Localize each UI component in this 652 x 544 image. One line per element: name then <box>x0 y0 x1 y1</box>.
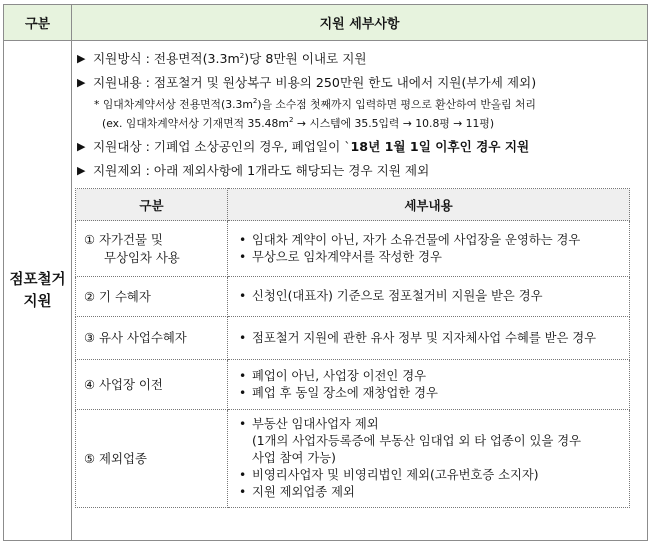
list-item: • 부동산 임대사업자 제외 (1개의 사업자등록증에 부동산 임대업 외 타 업종이 있을 경우 사업 참여 가능) <box>238 416 623 467</box>
exclusion-table <box>75 188 630 508</box>
list-item: • 신청인(대표자) 기준으로 점포철거비 지원을 받은 경우 <box>238 288 623 305</box>
table-row <box>76 410 630 508</box>
exclusion-category: ④ 사업장 이전 <box>76 360 228 410</box>
support-content: ▶ 지원내용 : 점포철거 및 원상복구 비용의 250만원 한도 내에서 지원(부가세 제외) <box>72 71 647 95</box>
list-item: • 점포철거 지원에 관한 유사 정부 및 지자체사업 수혜를 받은 경우 <box>238 330 623 347</box>
table-row <box>76 360 630 410</box>
exclusion-details <box>228 221 630 277</box>
table-row <box>76 317 630 360</box>
exclusion-details <box>228 410 630 508</box>
exclusion-details <box>228 360 630 410</box>
table-row <box>76 277 630 317</box>
note-area-conversion: * 임대차계약서상 전용면적$(3.3m^2)$을 소수점 첫째까지 입력하면 평으로 환산하여 반올림 처리 <box>94 97 536 111</box>
arrow-icon: ▶ <box>77 140 86 153</box>
support-target: ▶ 지원대상 : 기폐업 소상공인의 경우, 폐업일이 `18년 1월 1일 이후인 경우 지원 <box>72 135 647 159</box>
list-item: • 비영리사업자 및 비영리법인 제외(고유번호증 소지자) <box>238 467 623 484</box>
exclusion-details <box>228 317 630 360</box>
exclusion-details <box>228 277 630 317</box>
list-item: • 무상으로 임차계약서를 작성한 경우 <box>238 249 623 266</box>
arrow-icon: ▶ <box>77 76 86 89</box>
header-category: 구분 <box>4 5 72 41</box>
arrow-icon: ▶ <box>77 164 86 177</box>
exclusion-category: ⑤ 제외업종 <box>76 410 228 508</box>
details-cell <box>72 41 648 541</box>
exclusion-category: ③ 유사 사업수혜자 <box>76 317 228 360</box>
support-exclusion: ▶ 지원제외 : 아래 제외사항에 1개라도 해당되는 경우 지원 제외 <box>72 159 647 183</box>
support-method: ▶ 지원방식 : 전용면적$(3.3m^2)$당 8만원 이내로 지원 <box>72 47 647 71</box>
exclusion-category: ① 자가건물 및 무상임차 사용 <box>76 221 228 277</box>
support-table <box>3 4 648 541</box>
list-item: • 폐업 후 동일 장소에 재창업한 경우 <box>238 385 623 402</box>
arrow-icon: ▶ <box>77 52 86 65</box>
list-item: • 임대차 계약이 아닌, 자가 소유건물에 사업장을 운영하는 경우 <box>238 232 623 249</box>
table-row <box>76 221 630 277</box>
list-item: • 지원 제외업종 제외 <box>238 484 623 501</box>
row-title-line2: 지원 <box>23 293 52 310</box>
row-title <box>4 41 72 541</box>
note-example: (ex. 임대차계약서상 기재면적 $35.48m^2$ → 시스템에 35.5입력 → 10.8평 → 11평) <box>102 116 495 130</box>
header-details: 지원 세부사항 <box>72 5 648 41</box>
row-title-line1: 점포철거 <box>9 271 66 288</box>
exclusion-header-category: 구분 <box>76 189 228 221</box>
exclusion-category: ② 기 수혜자 <box>76 277 228 317</box>
list-item: • 폐업이 아닌, 사업장 이전인 경우 <box>238 368 623 385</box>
exclusion-header-details: 세부내용 <box>228 189 630 221</box>
